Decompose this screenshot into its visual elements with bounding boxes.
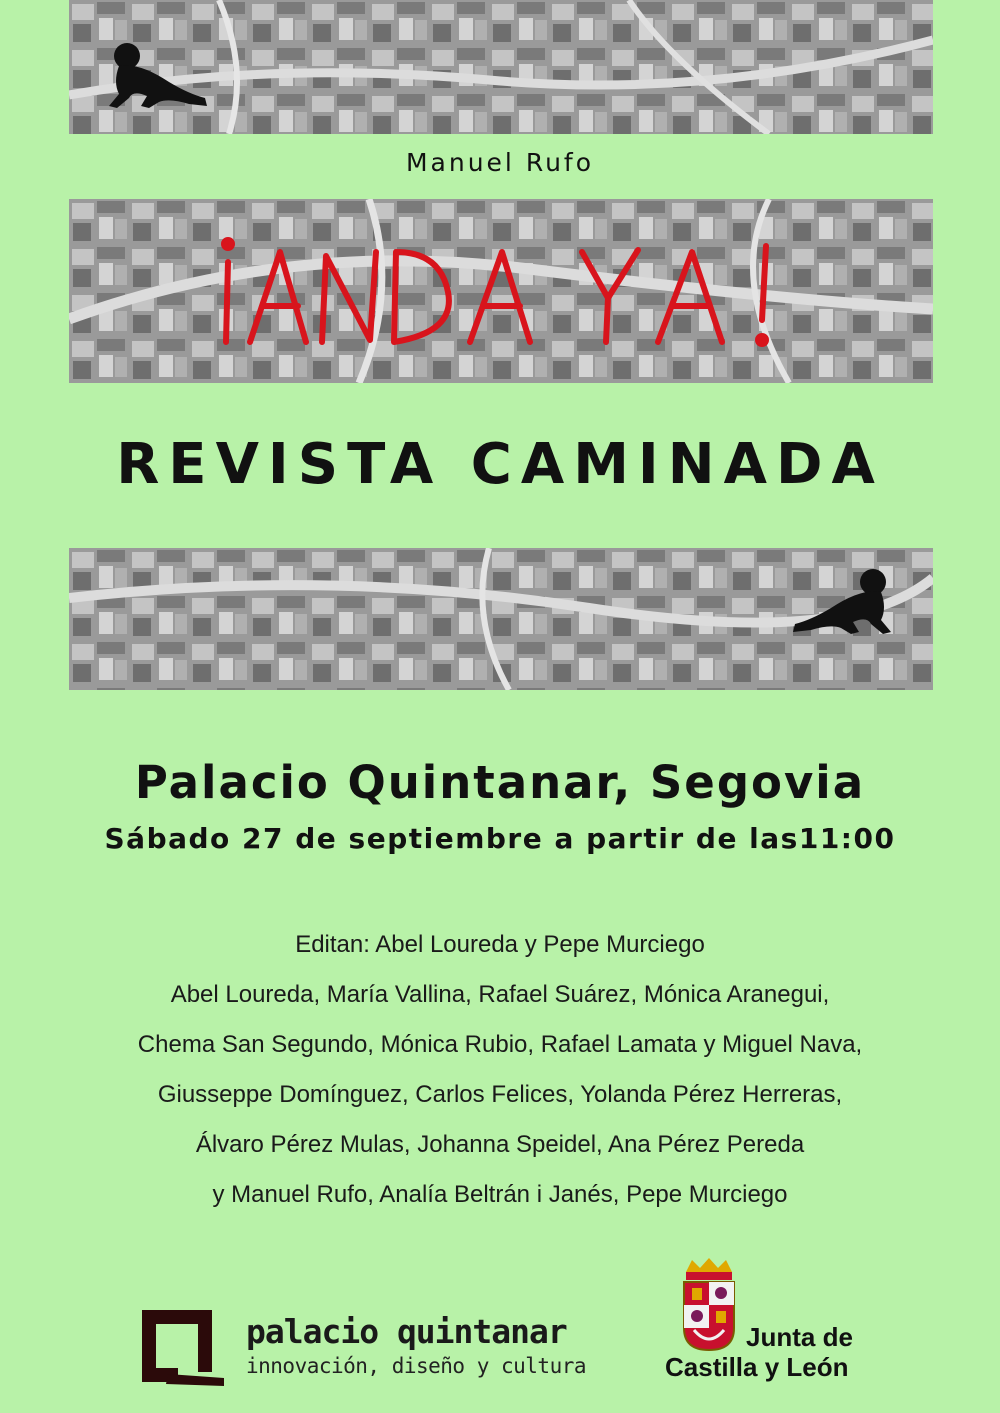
credits-line: Editan: Abel Loureda y Pepe Murciego bbox=[295, 931, 705, 958]
junta-castilla-leon-logo bbox=[660, 1258, 880, 1388]
palacio-quintanar-tagline: innovación, diseño y cultura bbox=[246, 1354, 587, 1378]
aerial-map-band-top bbox=[69, 0, 933, 134]
junta-text-line1: Junta de bbox=[746, 1322, 853, 1352]
junta-text-line2: Castilla y León bbox=[665, 1352, 849, 1382]
credits-line: Álvaro Pérez Mulas, Johanna Speidel, Ana Pérez Pereda bbox=[195, 1131, 805, 1158]
palacio-quintanar-mark-icon bbox=[138, 1306, 228, 1386]
credits-line: Giusseppe Domínguez, Carlos Felices, Yolanda Pérez Herreras, bbox=[157, 1081, 843, 1108]
venue: Palacio Quintanar, Segovia bbox=[134, 756, 866, 809]
palacio-quintanar-name: palacio quintanar bbox=[246, 1312, 567, 1351]
headline-anda-ya bbox=[210, 222, 790, 352]
castilla-leon-crest-icon bbox=[680, 1258, 738, 1353]
credits-line: y Manuel Rufo, Analía Beltrán i Janés, Pepe Murciego bbox=[212, 1181, 788, 1208]
subtitle: REVISTA CAMINADA bbox=[116, 432, 884, 497]
event-date: Sábado 27 de septiembre a partir de las11:00 bbox=[104, 822, 896, 855]
author-name: Manuel Rufo bbox=[405, 148, 595, 177]
credits-line: Chema San Segundo, Mónica Rubio, Rafael Lamata y Miguel Nava, bbox=[137, 1031, 863, 1058]
credits-block bbox=[0, 920, 1000, 1220]
credits-line: Abel Loureda, María Vallina, Rafael Suárez, Mónica Aranegui, bbox=[170, 981, 830, 1008]
palacio-quintanar-logo bbox=[138, 1306, 587, 1386]
aerial-map-band-bottom bbox=[69, 548, 933, 690]
